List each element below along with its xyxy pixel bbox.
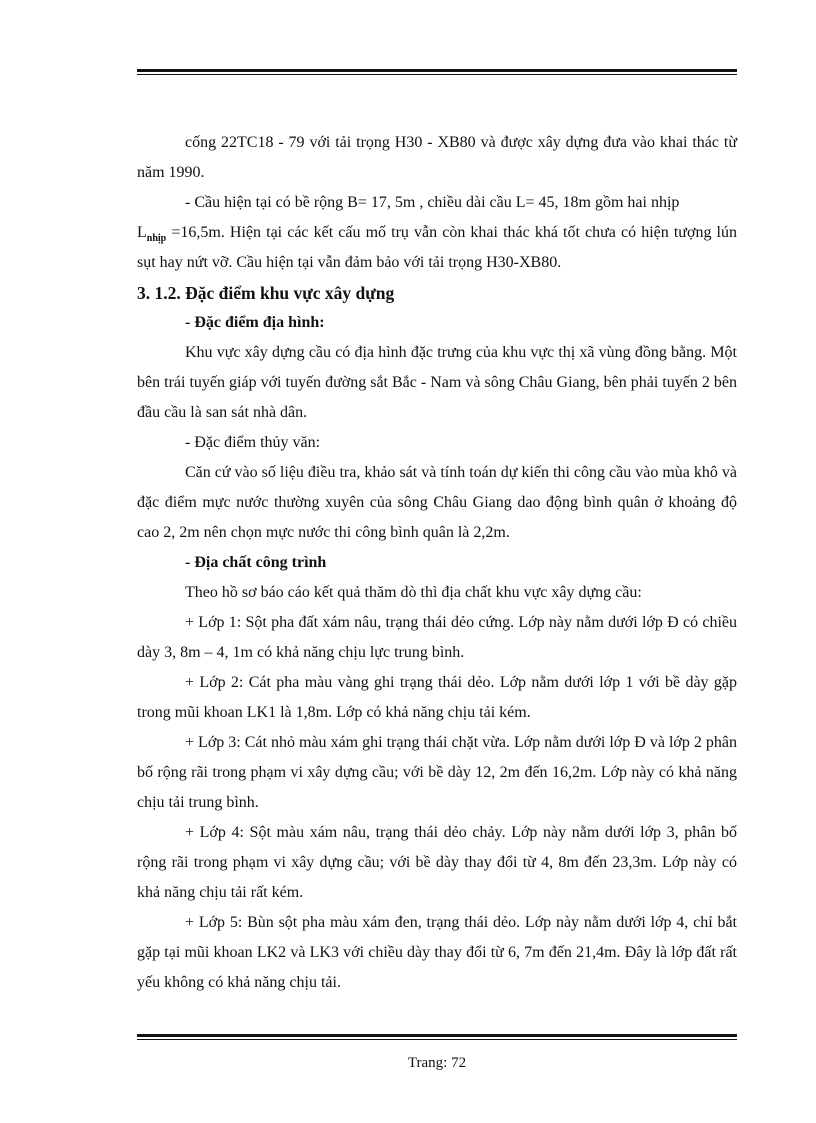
paragraph-span-length [137,218,737,278]
paragraph-terrain: Khu vực xây dựng cầu có địa hình đặc trưng của khu vực thị xã vùng đồng bằng. Một bên trái tuyến giáp với tuyến đường sắt Bắc - Nam và sông Châu Giang, bên phải tuyến 2 bên đầu cầu là san sát nhà dân. [137,344,737,421]
span-symbol: L [137,224,147,241]
paragraph-layer-1: + Lớp 1: Sột pha đất xám nâu, trạng thái dẻo cứng. Lớp này nằm dưới lớp Đ có chiều dày 3, 8m – 4, 1m có khả năng chịu lực trung bình. [137,614,737,661]
section-heading: 3. 1.2. Đặc điểm khu vực xây dựng [137,283,395,303]
page-number: Trang: 72 [407,1055,467,1071]
paragraph-layer-5: + Lớp 5: Bùn sột pha màu xám đen, trạng thái dẻo. Lớp này nằm dưới lớp 4, chỉ bắt gặp tại mũi khoan LK2 và LK3 với chiều dày thay đổi từ 6, 7m đến 21,4m. Đây là lớp đất rất yếu không có khả năng chịu tải. [137,914,737,991]
footer-rule [137,1034,737,1040]
page-body [137,128,737,998]
paragraph-layer-2: + Lớp 2: Cát pha màu vàng ghi trạng thái dẻo. Lớp nằm dưới lớp 1 với bề dày gặp trong mũi khoan LK1 là 1,8m. Lớp có khả năng chịu tải kém. [137,674,737,721]
span-subscript: nhịp [146,233,167,244]
subheading-geology: - Địa chất công trình [185,554,327,571]
span-text: =16,5m. Hiện tại các kết cấu mố trụ vẫn còn khai thác khá tốt chưa có hiện tượng lún sụt hay nứt vỡ. Cầu hiện tại vẫn đảm bảo với tải trọng H30-XB80. [137,224,737,271]
paragraph-layer-4: + Lớp 4: Sột màu xám nâu, trạng thái dẻo chảy. Lớp này nằm dưới lớp 3, phân bố rộng rãi trong phạm vi xây dựng cầu; với bề dày thay đổi từ 4, 8m đến 23,3m. Lớp này có khả năng chịu tải rất kém. [137,824,737,901]
header-rule [137,69,737,75]
subheading-terrain: - Đặc điểm địa hình: [185,314,325,331]
paragraph-geology-intro: Theo hồ sơ báo cáo kết quả thăm dò thì địa chất khu vực xây dựng cầu: [185,584,642,601]
paragraph-hydrology: Căn cứ vào số liệu điều tra, khảo sát và tính toán dự kiến thi công cầu vào mùa khô và đặc điểm mực nước thường xuyên của sông Châu Giang dao động bình quân ở khoảng độ cao 2, 2m nên chọn mực nước thi công bình quân là 2,2m. [137,464,737,541]
subheading-hydrology: - Đặc điểm thủy văn: [185,434,321,451]
paragraph-bridge-width: - Cầu hiện tại có bề rộng B= 17, 5m , chiều dài cầu L= 45, 18m gồm hai nhịp [185,194,680,211]
paragraph-continuation: cống 22TC18 - 79 với tải trọng H30 - XB80 và được xây dựng đưa vào khai thác từ năm 1990. [137,134,737,181]
paragraph-layer-3: + Lớp 3: Cát nhỏ màu xám ghi trạng thái chặt vừa. Lớp nằm dưới lớp Đ và lớp 2 phân bố rộng rãi trong phạm vi xây dựng cầu; với bề dày 12, 2m đến 16,2m. Lớp này có khả năng chịu tải trung bình. [137,734,737,811]
